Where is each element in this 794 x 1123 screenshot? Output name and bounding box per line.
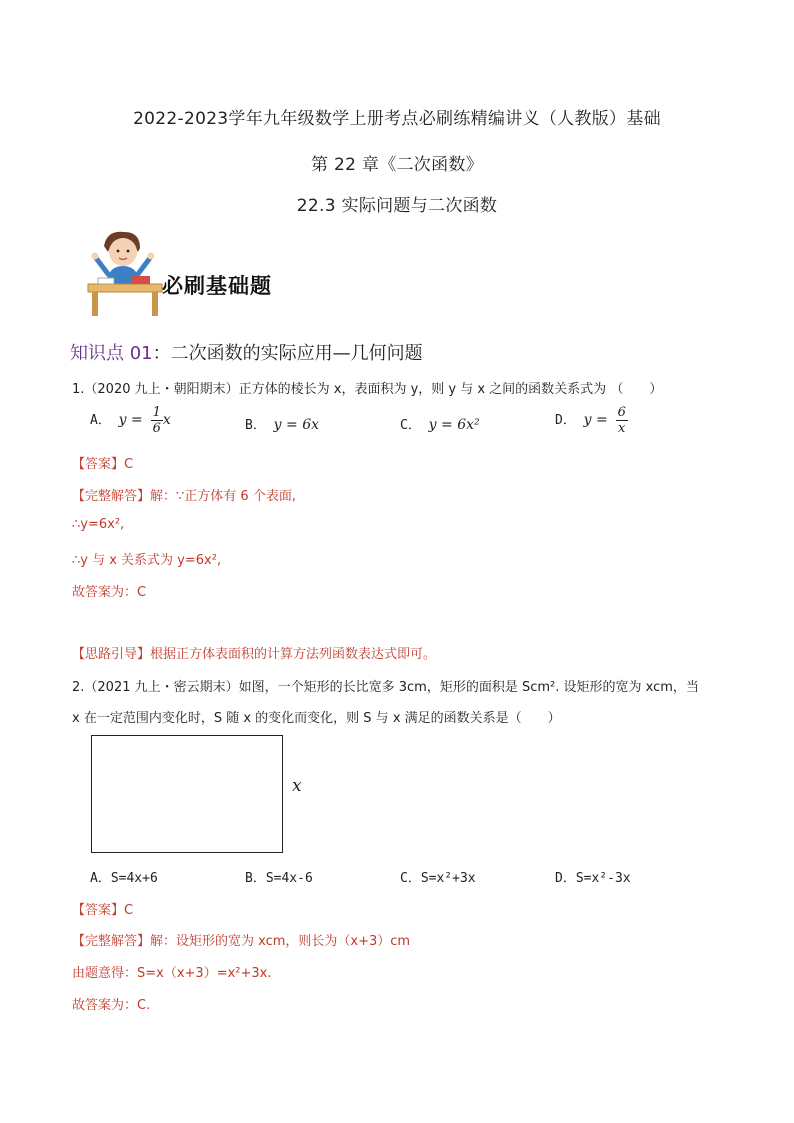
solution-text: 解：设矩形的宽为 xcm，则长为（x+3）cm [150,934,411,949]
q1-option-c-expr: y = 6x² [428,417,480,433]
document-title: 2022-2023学年九年级数学上册考点必刷练精编讲义（人教版）基础 [133,109,661,129]
rectangle-width-label: x [292,776,302,796]
q2-solution-line-2: 由题意得：S=x（x+3）=x²+3x. [72,966,272,981]
q2-option-b: B．S=4x-6 [245,871,313,886]
fraction-denominator: 6 [152,421,161,436]
knowledge-point-title: ：二次函数的实际应用—几何问题 [152,343,423,364]
q2-option-d: D．S=x²-3x [555,871,631,886]
q1-hint [72,643,436,662]
fraction-numerator: 6 [617,405,626,420]
solution-tag: 【完整解答】 [72,489,151,504]
chapter-title: 第 22 章《二次函数》 [310,155,484,175]
question-2-stem-line-2: x 在一定范围内变化时，S 随 x 的变化而变化，则 S 与 x 满足的函数关系是（ ） [72,711,561,726]
fraction-denominator: x [618,421,626,436]
q1-option-c [400,414,480,433]
q1-option-a-fraction [151,405,163,436]
q1-solution-line-2: ∴y=6x², [72,517,125,532]
section-title: 22.3 实际问题与二次函数 [296,196,498,216]
solution-tag: 【完整解答】 [72,934,151,949]
q1-option-b-expr: y = 6x [273,417,319,433]
answer-value: C [124,457,134,472]
q1-option-d: D． y = $\frac{6}{x}$ [555,405,626,436]
q1-answer [72,453,133,472]
banner-title: 必刷基础题 [162,273,272,298]
q1-option-c-label: C． [400,418,421,433]
q2-option-c: C．S=x²+3x [400,871,476,886]
q1-option-a: A． y = $\frac{1}{6}$ x [90,405,171,436]
answer-value: C [124,903,134,918]
hint-text: 根据正方体表面积的计算方法列函数表达式即可。 [150,647,437,662]
question-1-stem: 1.（2020 九上・朝阳期末）正方体的棱长为 x，表面积为 y，则 y 与 x 之间的函数关系式为 （ ） [72,382,663,397]
solution-text: 解：∵正方体有 6 个表面, [150,489,296,504]
q1-option-b-label: B． [245,418,266,433]
q2-option-a: A．S=4x+6 [90,871,158,886]
q1-solution-line-4: 故答案为：C [72,585,147,600]
hint-tag: 【思路引导】 [72,647,151,662]
knowledge-point-label: 知识点 01 [70,343,153,364]
answer-tag: 【答案】 [72,457,125,472]
rectangle-figure [91,735,283,853]
question-2-stem-line-1: 2.（2021 九上・密云期末）如图，一个矩形的长比宽多 3cm，矩形的面积是 Scm². 设矩形的宽为 xcm，当 [72,680,699,695]
q1-option-d-fraction [616,405,628,436]
fraction-numerator: 1 [152,405,161,420]
q1-option-b [245,414,319,433]
q1-solution-line-1 [72,485,296,504]
q2-answer [72,899,133,918]
q2-solution-line-3: 故答案为：C. [72,998,151,1013]
q1-option-d-label: D． [555,413,576,428]
q1-solution-line-3: ∴y 与 x 关系式为 y=6x², [72,553,222,568]
knowledge-point-heading [70,339,423,365]
q2-solution-line-1 [72,930,410,949]
q1-option-a-label: A． [90,413,111,428]
answer-tag: 【答案】 [72,903,125,918]
